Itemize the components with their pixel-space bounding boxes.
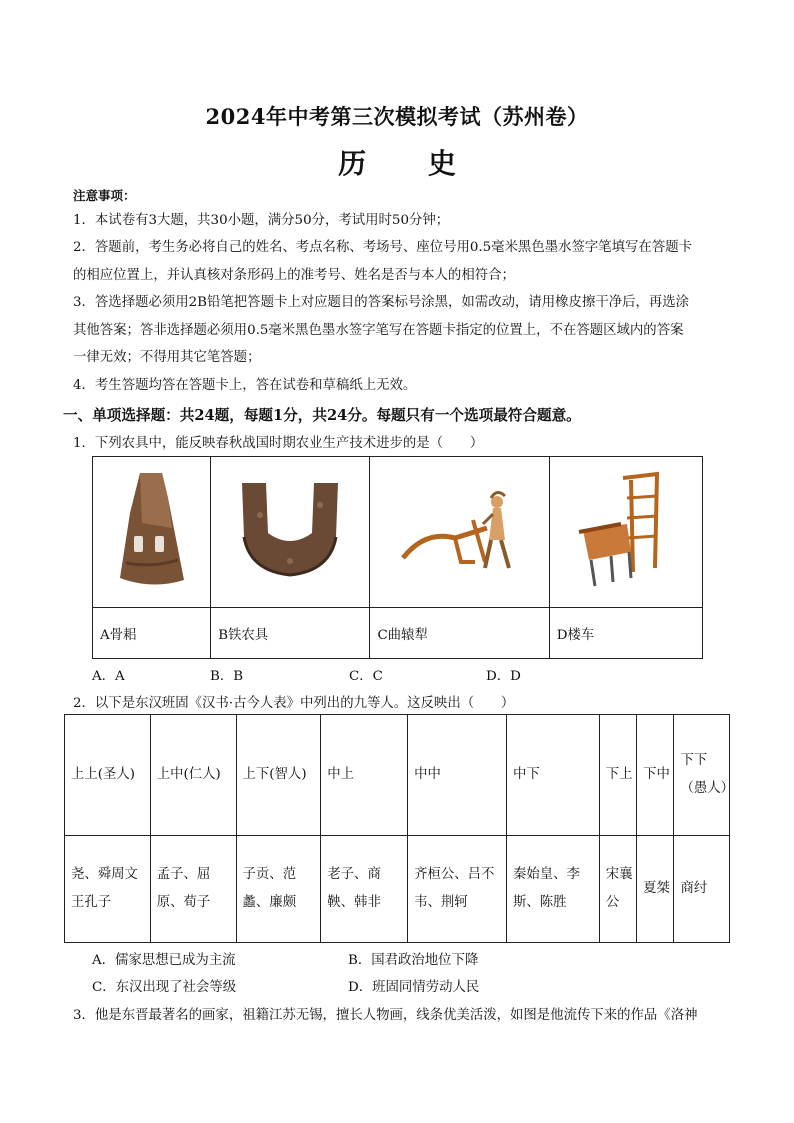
choice-a[interactable]: A．A xyxy=(92,669,125,684)
curved-plow-image xyxy=(370,457,549,608)
rank-people: 子贡、范蠡、廉颇 xyxy=(236,836,321,943)
option-d-label: D楼车 xyxy=(549,608,702,659)
notice-line: 3．答选择题必须用2B铅笔把答题卡上对应题目的答案标号涂黑，如需改动，请用橡皮擦干净后，再选涂 xyxy=(73,295,690,310)
option-a-label: A骨耜 xyxy=(93,608,211,659)
choice-b[interactable]: B．B xyxy=(210,669,244,684)
exam-title: 2024年中考第三次模拟考试（苏州卷） xyxy=(205,104,589,129)
rank-people: 齐桓公、吕不韦、荆轲 xyxy=(408,836,507,943)
choice-b[interactable]: B．国君政治地位下降 xyxy=(348,953,479,968)
rank-people: 孟子、屈原、荀子 xyxy=(150,836,236,943)
rank-people: 老子、商鞅、韩非 xyxy=(321,836,408,943)
notice-line: 1．本试卷有3大题，共30小题，满分50分，考试用时50分钟； xyxy=(73,213,450,228)
question-1-text: 1．下列农具中，能反映春秋战国时期农业生产技术进步的是（ ） xyxy=(73,436,484,451)
rank-people: 秦始皇、李斯、陈胜 xyxy=(506,836,599,943)
choice-a[interactable]: A．儒家思想已成为主流 xyxy=(92,953,236,968)
option-c-label: C曲辕犁 xyxy=(370,608,549,659)
notice-line: 其他答案；答非选择题必须用0.5毫米黑色墨水签字笔写在答题卡指定的位置上，不在答题区域内的答案 xyxy=(73,323,684,338)
question-2-table xyxy=(64,714,734,943)
notice-line: 一律无效；不得用其它笔答题； xyxy=(73,350,261,365)
rank-people: 商纣 xyxy=(674,836,730,943)
rank-people: 宋襄公 xyxy=(599,836,636,943)
notice-line: 4．考生答题均答在答题卡上，答在试卷和草稿纸上无效。 xyxy=(73,378,417,393)
rank-header: 中上 xyxy=(321,715,408,836)
notice-line: 的相应位置上，并认真核对条形码上的准考号、姓名是否与本人的相符合； xyxy=(73,268,515,283)
rank-header: 中下 xyxy=(506,715,599,836)
choice-d[interactable]: D．D xyxy=(486,669,521,684)
notice-line: 2．答题前，考生务必将自己的姓名、考点名称、考场号、座位号用0.5毫米黑色墨水签字笔填写在答题卡 xyxy=(73,240,692,255)
rank-header: 上中(仁人) xyxy=(150,715,236,836)
bone-spade-image xyxy=(93,457,211,608)
rank-people: 尧、舜周文王孔子 xyxy=(65,836,151,943)
option-b-label: B铁农具 xyxy=(211,608,370,659)
question-3-text: 3．他是东晋最著名的画家，祖籍江苏无锡，擅长人物画，线条优美活泼，如图是他流传下来的作品《洛神 xyxy=(73,1008,698,1023)
rank-header: 下中 xyxy=(637,715,674,836)
rank-header: 下上 xyxy=(599,715,636,836)
rank-header: 中中 xyxy=(408,715,507,836)
subject-title: 历 史 xyxy=(338,147,482,180)
choice-d[interactable]: D．班固同情劳动人民 xyxy=(348,980,480,995)
question-1-table xyxy=(92,456,703,659)
choice-c[interactable]: C．东汉出现了社会等级 xyxy=(92,980,237,995)
rank-people: 夏桀 xyxy=(637,836,674,943)
rank-header: 上上(圣人) xyxy=(65,715,151,836)
question-1-options xyxy=(92,665,552,683)
notice-heading: 注意事项： xyxy=(73,188,136,203)
iron-tool-image xyxy=(211,457,370,608)
rank-header: 下下（愚人） xyxy=(674,715,730,836)
choice-c[interactable]: C．C xyxy=(349,669,383,684)
seed-drill-image xyxy=(549,457,702,608)
section-heading: 一、单项选择题：共24题，每题1分，共24分。每题只有一个选项最符合题意。 xyxy=(63,407,581,424)
rank-header: 上下(智人) xyxy=(236,715,321,836)
question-2-text: 2．以下是东汉班固《汉书·古今人表》中列出的九等人。这反映出（ ） xyxy=(73,696,515,711)
